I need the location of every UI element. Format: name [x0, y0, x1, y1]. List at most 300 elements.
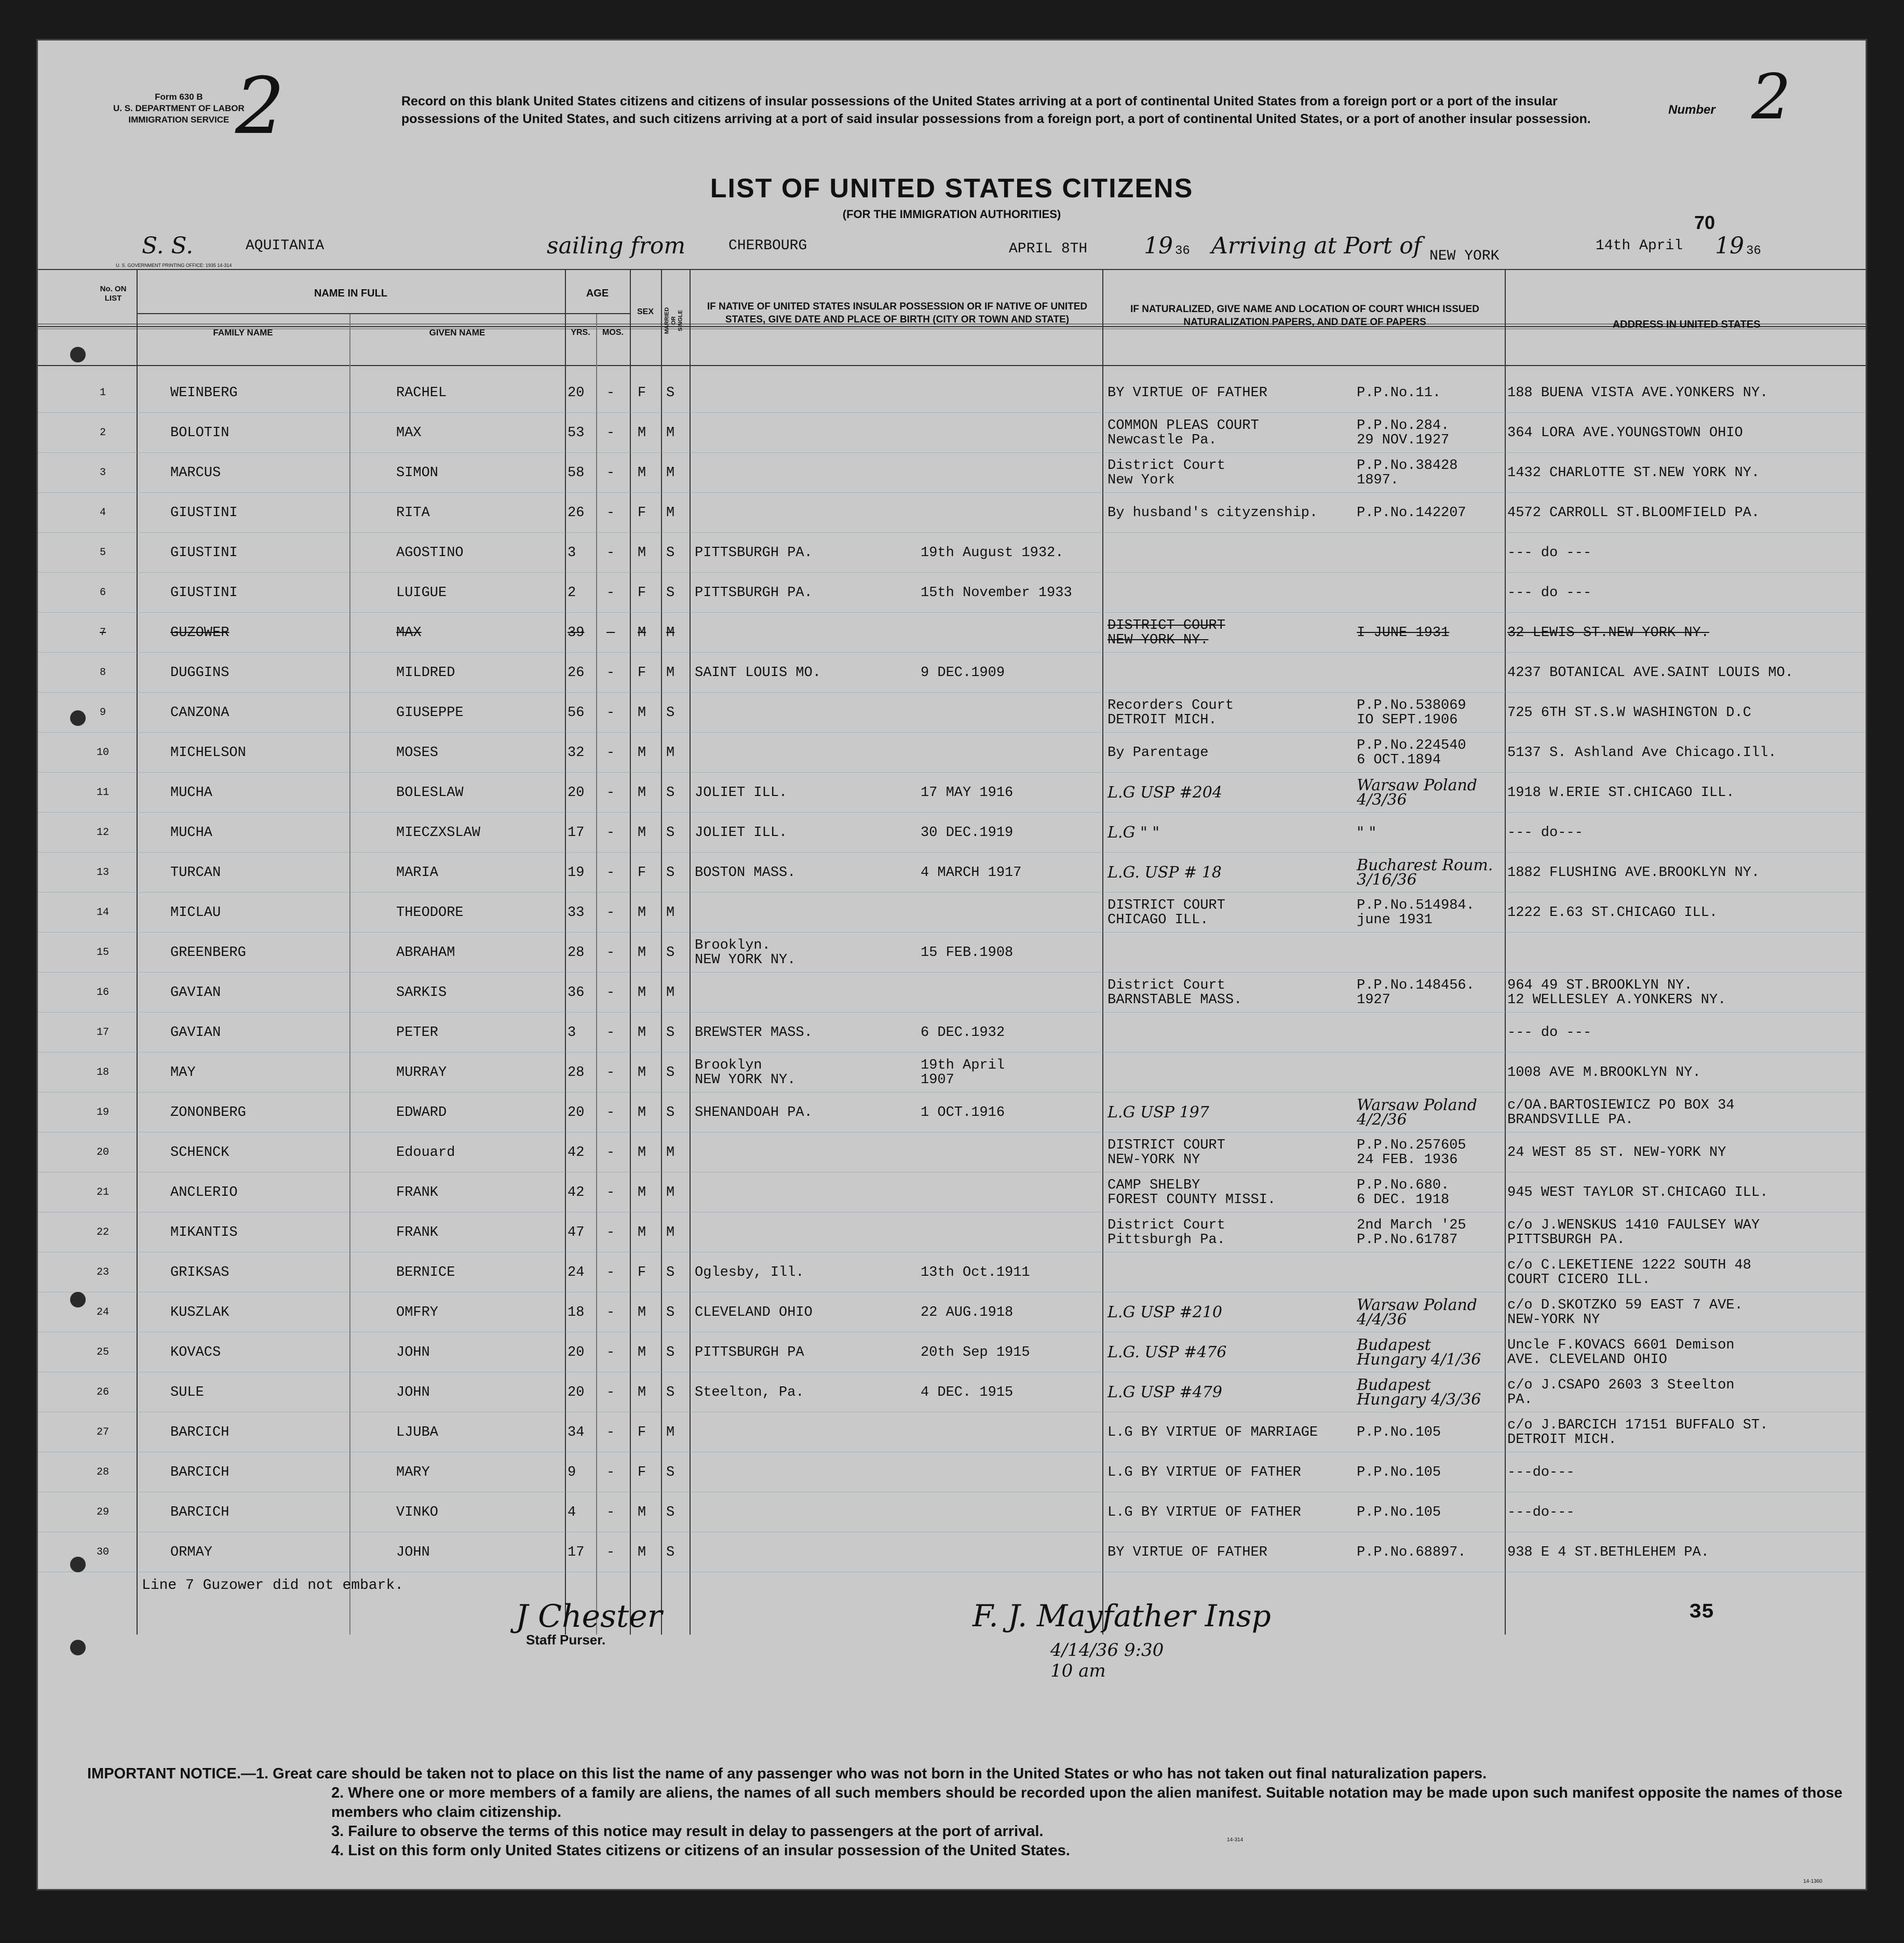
birth-place — [695, 413, 913, 453]
birth-date: 1 OCT.1916 — [921, 1104, 1005, 1121]
birth-place — [695, 493, 913, 533]
ss-label: S. S. — [142, 233, 194, 259]
birth-date: 19th August 1932. — [921, 545, 1064, 561]
form-identification — [113, 91, 245, 126]
marital-status: S — [666, 545, 675, 561]
naturalization-papers: P.P.No.105 — [1357, 1464, 1441, 1480]
marital-status: M — [666, 1184, 675, 1200]
header-family-name: FAMILY NAME — [213, 328, 273, 338]
birth-date: 19th April 1907 — [921, 1057, 1005, 1088]
sex: M — [638, 745, 646, 761]
naturalization-court: COMMON PLEAS COURT Newcastle Pa. — [1108, 417, 1259, 448]
address: ---do--- — [1507, 1464, 1575, 1480]
age-months: - — [606, 1224, 615, 1240]
sex: M — [638, 1144, 646, 1161]
age-months: - — [606, 505, 615, 521]
address: 945 WEST TAYLOR ST.CHICAGO ILL. — [1507, 1184, 1768, 1200]
marital-status: S — [666, 385, 675, 401]
inspector-date: 4/14/36 9:30 10 am — [1050, 1640, 1164, 1681]
naturalization-papers: Warsaw Poland 4/4/36 — [1357, 1296, 1477, 1329]
birth-date — [921, 973, 1100, 1013]
address: 1432 CHARLOTTE ST.NEW YORK NY. — [1507, 465, 1760, 481]
address: 24 WEST 85 ST. NEW-YORK NY — [1507, 1144, 1726, 1161]
given-name: SIMON — [396, 465, 439, 481]
birth-place: JOLIET ILL. — [695, 825, 788, 841]
table-row — [38, 1053, 1866, 1092]
header-no-on-list: No. ON LIST — [100, 285, 127, 303]
given-name: EDWARD — [396, 1104, 447, 1121]
family-name: CANZONA — [170, 705, 229, 721]
row-number: 11 — [96, 787, 109, 799]
sheet-number-handwritten: 2 — [235, 61, 285, 152]
address — [1507, 933, 1866, 973]
naturalization-court: L.G BY VIRTUE OF FATHER — [1108, 1504, 1301, 1520]
naturalization-court: Recorders Court DETROIT MICH. — [1108, 697, 1234, 728]
table-row — [38, 573, 1866, 613]
table-row — [38, 533, 1866, 573]
sex: M — [638, 984, 646, 1001]
table-row — [38, 1452, 1866, 1492]
age-years: 58 — [568, 465, 585, 481]
address: c/o J.WENSKUS 1410 FAULSEY WAY PITTSBURGH PA. — [1507, 1217, 1760, 1248]
birth-date: 20th Sep 1915 — [921, 1344, 1030, 1360]
birth-place — [695, 973, 913, 1013]
birth-date: 6 DEC.1932 — [921, 1024, 1005, 1041]
given-name: LJUBA — [396, 1424, 439, 1440]
given-name: MILDRED — [396, 665, 455, 681]
sex: M — [638, 825, 646, 841]
family-name: GIUSTINI — [170, 585, 238, 601]
table-row — [38, 653, 1866, 693]
manifest-sheet — [36, 39, 1867, 1891]
header-birth: IF NATIVE OF UNITED STATES INSULAR POSSESSION OR IF NATIVE OF UNITED STATES, GIVE DATE AND PLACE OF BIRTH (CITY OR TOWN AND STATE) — [707, 301, 1088, 325]
sail-year: 36 — [1175, 244, 1190, 258]
row-number: 15 — [96, 947, 109, 959]
birth-place — [695, 1452, 913, 1492]
age-months: - — [606, 1424, 615, 1440]
birth-place — [695, 373, 913, 413]
table-row — [38, 613, 1866, 653]
marital-status: M — [666, 505, 675, 521]
row-number: 13 — [96, 867, 109, 879]
header-naturalized: IF NATURALIZED, GIVE NAME AND LOCATION OF COURT WHICH ISSUED NATURALIZATION PAPERS, AND DATE OF PAPERS — [1130, 304, 1479, 328]
family-name: MUCHA — [170, 825, 213, 841]
family-name: GIUSTINI — [170, 505, 238, 521]
punch-hole — [70, 347, 86, 362]
birth-date: 15 FEB.1908 — [921, 944, 1014, 961]
given-name: JOHN — [396, 1344, 430, 1360]
naturalization-court: L.G BY VIRTUE OF FATHER — [1108, 1464, 1301, 1480]
marital-status: S — [666, 1504, 675, 1520]
family-name: ZONONBERG — [170, 1104, 246, 1121]
punch-hole — [70, 1292, 86, 1307]
purser-signature: J Chester — [516, 1598, 663, 1635]
sex: M — [638, 625, 646, 641]
family-name: ORMAY — [170, 1544, 213, 1560]
row-number: 1 — [99, 387, 106, 399]
birth-date — [921, 413, 1100, 453]
age-years: 42 — [568, 1184, 585, 1200]
marital-status: M — [666, 1144, 675, 1161]
age-months: - — [606, 385, 615, 401]
family-name: BARCICH — [170, 1424, 229, 1440]
age-years: 36 — [568, 984, 585, 1001]
header-married-single: MARRIED OR SINGLE — [664, 307, 684, 334]
age-years: 20 — [568, 1384, 585, 1400]
sex: M — [638, 1024, 646, 1041]
family-name: ANCLERIO — [170, 1184, 238, 1200]
table-row — [38, 1013, 1866, 1053]
birth-place — [695, 1492, 913, 1532]
naturalization-court: L.G. USP # 18 — [1108, 863, 1222, 882]
family-name: SULE — [170, 1384, 204, 1400]
family-name: GREENBERG — [170, 944, 246, 961]
birth-place: Oglesby, Ill. — [695, 1264, 804, 1280]
given-name: PETER — [396, 1024, 439, 1041]
sex: M — [638, 1344, 646, 1360]
family-name: WEINBERG — [170, 385, 238, 401]
birth-place — [695, 733, 913, 773]
row-number: 29 — [96, 1506, 109, 1518]
sex: F — [638, 585, 646, 601]
naturalization-court: DISTRICT COURT CHICAGO ILL. — [1108, 897, 1225, 928]
row-number: 22 — [96, 1226, 109, 1238]
age-years: 28 — [568, 1064, 585, 1081]
given-name: GIUSEPPE — [396, 705, 464, 721]
from-port: CHERBOURG — [728, 238, 807, 254]
given-name: VINKO — [396, 1504, 439, 1520]
birth-date: 30 DEC.1919 — [921, 825, 1014, 841]
punch-hole — [70, 1557, 86, 1572]
naturalization-papers: Bucharest Roum. 3/16/36 — [1357, 856, 1493, 889]
marital-status: S — [666, 1304, 675, 1320]
marital-status: S — [666, 1024, 675, 1041]
birth-date: 9 DEC.1909 — [921, 665, 1005, 681]
given-name: MOSES — [396, 745, 439, 761]
number-label: Number — [1668, 103, 1716, 117]
notice-item-2: 2. Where one or more members of a family are aliens, the names of all such members should be recorded upon the alien manifest. Suitable notation may be made upon such manifest opposite the names of those members who claim citizenship. — [331, 1785, 1843, 1820]
naturalization-papers: Warsaw Poland 4/2/36 — [1357, 1096, 1477, 1129]
address: --- do --- — [1507, 585, 1592, 601]
family-name: GRIKSAS — [170, 1264, 229, 1280]
naturalization-court: By husband's cityzenship. — [1108, 505, 1318, 521]
age-years: 20 — [568, 1344, 585, 1360]
birth-place — [695, 893, 913, 933]
family-name: GUZOWER — [170, 625, 229, 641]
family-name: BARCICH — [170, 1504, 229, 1520]
age-years: 17 — [568, 1544, 585, 1560]
notice-item-3: 3. Failure to observe the terms of this notice may result in delay to passengers at the port of arrival. — [331, 1823, 1044, 1840]
family-name: MUCHA — [170, 785, 213, 801]
address: c/OA.BARTOSIEWICZ PO BOX 34 BRANDSVILLE PA. — [1507, 1097, 1735, 1128]
naturalization-court — [1108, 533, 1341, 573]
address: 725 6TH ST.S.W WASHINGTON D.C — [1507, 705, 1751, 721]
birth-place — [695, 1132, 913, 1172]
table-row — [38, 973, 1866, 1013]
birth-date — [921, 493, 1100, 533]
birth-place — [695, 1212, 913, 1252]
department: U. S. DEPARTMENT OF LABOR — [113, 103, 245, 113]
table-row — [38, 1372, 1866, 1412]
table-top-rule — [38, 269, 1866, 270]
sex: M — [638, 944, 646, 961]
row-number: 6 — [99, 587, 106, 599]
family-name: MICLAU — [170, 905, 221, 921]
family-name: KUSZLAK — [170, 1304, 229, 1320]
birth-date — [921, 693, 1100, 733]
stamp-number: 70 — [1694, 212, 1716, 233]
marital-status: S — [666, 1384, 675, 1400]
address: 1918 W.ERIE ST.CHICAGO ILL. — [1507, 785, 1735, 801]
given-name: JOHN — [396, 1384, 430, 1400]
naturalization-court: DISTRICT COURT NEW-YORK NY — [1108, 1137, 1225, 1168]
age-years: 34 — [568, 1424, 585, 1440]
birth-place — [695, 453, 913, 493]
naturalization-papers — [1357, 573, 1505, 613]
age-months: - — [606, 905, 615, 921]
given-name: BERNICE — [396, 1264, 455, 1280]
family-name: MAY — [170, 1064, 196, 1081]
page-title: LIST OF UNITED STATES CITIZENS — [710, 173, 1194, 204]
sex: M — [638, 785, 646, 801]
address: c/o C.LEKETIENE 1222 SOUTH 48 COURT CICERO ILL. — [1507, 1257, 1751, 1288]
sex: F — [638, 665, 646, 681]
name-age-subrule — [137, 313, 630, 314]
table-row — [38, 1092, 1866, 1132]
header-yrs: YRS. — [571, 328, 590, 337]
data-top-rule — [38, 365, 1866, 366]
marital-status: S — [666, 1104, 675, 1121]
marital-status: M — [666, 465, 675, 481]
given-name: JOHN — [396, 1544, 430, 1560]
age-months: - — [606, 944, 615, 961]
header-name-in-full: NAME IN FULL — [314, 288, 388, 299]
marital-status: S — [666, 944, 675, 961]
birth-date: 15th November 1933 — [921, 585, 1072, 601]
address: ---do--- — [1507, 1504, 1575, 1520]
given-name: BOLESLAW — [396, 785, 464, 801]
address: --- do --- — [1507, 1024, 1592, 1041]
marital-status: M — [666, 745, 675, 761]
naturalization-papers — [1357, 1053, 1505, 1092]
naturalization-court: L.G. USP #476 — [1108, 1343, 1227, 1361]
family-name: KOVACS — [170, 1344, 221, 1360]
birth-place — [695, 613, 913, 653]
address: 938 E 4 ST.BETHLEHEM PA. — [1507, 1544, 1709, 1560]
row-number: 2 — [99, 427, 106, 439]
notice-item-4: 4. List on this form only United States citizens or citizens of an insular possession of the United States. — [331, 1842, 1070, 1859]
address: 364 LORA AVE.YOUNGSTOWN OHIO — [1507, 425, 1743, 441]
naturalization-court: District Court BARNSTABLE MASS. — [1108, 977, 1243, 1008]
birth-place: SAINT LOUIS MO. — [695, 665, 821, 681]
sex: M — [638, 1504, 646, 1520]
age-years: 39 — [568, 625, 585, 641]
age-months: - — [606, 865, 615, 881]
address: 188 BUENA VISTA AVE.YONKERS NY. — [1507, 385, 1768, 401]
table-row — [38, 1132, 1866, 1172]
age-months: - — [606, 1344, 615, 1360]
birth-date — [921, 613, 1100, 653]
punch-hole — [70, 710, 86, 726]
given-name: MURRAY — [396, 1064, 447, 1081]
marital-status: M — [666, 665, 675, 681]
age-years: 26 — [568, 665, 585, 681]
gpo-note: U. S. GOVERNMENT PRINTING OFFICE: 1935 14-314 — [116, 263, 232, 268]
birth-place — [695, 1172, 913, 1212]
age-years: 32 — [568, 745, 585, 761]
age-years: 4 — [568, 1504, 576, 1520]
row-number: 21 — [96, 1186, 109, 1198]
marital-status: S — [666, 1264, 675, 1280]
naturalization-papers: Budapest Hungary 4/3/36 — [1357, 1375, 1481, 1409]
sex: M — [638, 1544, 646, 1560]
sex: M — [638, 705, 646, 721]
age-months: - — [606, 705, 615, 721]
birth-date — [921, 733, 1100, 773]
footer-note: Line 7 Guzower did not embark. — [142, 1577, 404, 1594]
birth-place: Brooklyn NEW YORK NY. — [695, 1057, 796, 1088]
table-row — [38, 773, 1866, 813]
family-name: MIKANTIS — [170, 1224, 238, 1240]
naturalization-papers: " " — [1357, 823, 1376, 842]
page-subtitle: (FOR THE IMMIGRATION AUTHORITIES) — [842, 208, 1061, 221]
naturalization-court: L.G USP #204 — [1108, 783, 1222, 802]
family-name: MARCUS — [170, 465, 221, 481]
ship-name: AQUITANIA — [246, 238, 325, 254]
sex: M — [638, 1384, 646, 1400]
naturalization-court: BY VIRTUE OF FATHER — [1108, 385, 1267, 401]
age-years: 9 — [568, 1464, 576, 1480]
birth-date — [921, 453, 1100, 493]
table-row — [38, 1172, 1866, 1212]
row-number: 20 — [96, 1146, 109, 1158]
table-row — [38, 1332, 1866, 1372]
given-name: MAX — [396, 625, 422, 641]
birth-date: 4 DEC. 1915 — [921, 1384, 1014, 1400]
birth-date: 13th Oct.1911 — [921, 1264, 1030, 1280]
age-years: 33 — [568, 905, 585, 921]
naturalization-court — [1108, 933, 1341, 973]
age-months: - — [606, 1064, 615, 1081]
row-number: 19 — [96, 1107, 109, 1118]
table-row — [38, 693, 1866, 733]
given-name: RITA — [396, 505, 430, 521]
sex: F — [638, 1264, 646, 1280]
age-months: - — [606, 1544, 615, 1560]
given-name: SARKIS — [396, 984, 447, 1001]
age-months: - — [606, 1504, 615, 1520]
age-years: 2 — [568, 585, 576, 601]
family-name: GAVIAN — [170, 984, 221, 1001]
birth-place — [695, 693, 913, 733]
naturalization-papers: Warsaw Poland 4/3/36 — [1357, 776, 1477, 809]
naturalization-papers: P.P.No.38428 1897. — [1357, 457, 1458, 488]
age-years: 20 — [568, 385, 585, 401]
page-count: 35 — [1689, 1601, 1714, 1624]
naturalization-papers: P.P.No.68897. — [1357, 1544, 1466, 1560]
age-years: 26 — [568, 505, 585, 521]
table-row — [38, 373, 1866, 413]
naturalization-papers — [1357, 653, 1505, 693]
birth-date — [921, 1412, 1100, 1452]
marital-status: S — [666, 585, 675, 601]
form-number: Form 630 B — [155, 92, 203, 102]
marital-status: S — [666, 825, 675, 841]
address: 4572 CARROLL ST.BLOOMFIELD PA. — [1507, 505, 1760, 521]
naturalization-court: L.G BY VIRTUE OF MARRIAGE — [1108, 1424, 1318, 1440]
given-name: MIECZXSLAW — [396, 825, 481, 841]
header-given-name: GIVEN NAME — [429, 328, 485, 338]
table-row — [38, 853, 1866, 893]
arrival-port: NEW YORK — [1429, 248, 1500, 264]
family-name: SCHENCK — [170, 1144, 229, 1161]
marital-status: S — [666, 1544, 675, 1560]
arriving-label: Arriving at Port of — [1211, 233, 1422, 259]
age-years: 28 — [568, 944, 585, 961]
age-months: - — [606, 1304, 615, 1320]
family-name: TURCAN — [170, 865, 221, 881]
naturalization-papers: P.P.No.224540 6 OCT.1894 — [1357, 737, 1466, 768]
family-name: GIUSTINI — [170, 545, 238, 561]
form-code: 14-314 — [1227, 1837, 1244, 1843]
table-row — [38, 933, 1866, 973]
marital-status: M — [666, 905, 675, 921]
age-years: 20 — [568, 785, 585, 801]
age-months: - — [606, 1384, 615, 1400]
address: 1222 E.63 ST.CHICAGO ILL. — [1507, 905, 1718, 921]
table-row — [38, 1252, 1866, 1292]
age-years: 17 — [568, 825, 585, 841]
address: --- do --- — [1507, 545, 1592, 561]
age-months: - — [606, 785, 615, 801]
sex: F — [638, 385, 646, 401]
notice-heading: IMPORTANT NOTICE. — [87, 1765, 241, 1782]
birth-place: SHENANDOAH PA. — [695, 1104, 813, 1121]
important-notice — [87, 1764, 1866, 1860]
intro-text: Record on this blank United States citizens and citizens of insular possessions of the United States arriving at a port of continental United States from a foreign port or a port of the insular possessions of the United States, and such citizens arriving at a port of said insular possessions from a foreign port, a port of continental United States, or a port of another insular possession. — [401, 94, 1591, 126]
sex: M — [638, 1184, 646, 1200]
age-months: - — [606, 1264, 615, 1280]
naturalization-court — [1108, 653, 1341, 693]
row-number: 26 — [96, 1386, 109, 1398]
age-months: - — [606, 465, 615, 481]
given-name: ABRAHAM — [396, 944, 455, 961]
age-years: 19 — [568, 865, 585, 881]
naturalization-court: L.G " " — [1108, 823, 1160, 842]
age-years: 3 — [568, 1024, 576, 1041]
age-years: 20 — [568, 1104, 585, 1121]
naturalization-papers: P.P.No.105 — [1357, 1424, 1441, 1440]
marital-status: S — [666, 865, 675, 881]
age-months: - — [606, 1104, 615, 1121]
naturalization-papers: P.P.No.680. 6 DEC. 1918 — [1357, 1177, 1450, 1208]
address: c/o D.SKOTZKO 59 EAST 7 AVE. NEW-YORK NY — [1507, 1297, 1743, 1328]
table-row — [38, 813, 1866, 853]
age-months: - — [606, 1144, 615, 1161]
birth-date — [921, 373, 1100, 413]
row-number: 28 — [96, 1466, 109, 1478]
naturalization-papers — [1357, 1013, 1505, 1053]
birth-place: Steelton, Pa. — [695, 1384, 804, 1400]
family-name: BOLOTIN — [170, 425, 229, 441]
naturalization-papers: P.P.No.105 — [1357, 1504, 1441, 1520]
naturalization-papers — [1357, 533, 1505, 573]
row-number: 3 — [99, 467, 106, 479]
naturalization-papers — [1357, 1252, 1505, 1292]
row-number: 25 — [96, 1346, 109, 1358]
arrival-year: 36 — [1746, 244, 1761, 258]
table-row — [38, 1292, 1866, 1332]
